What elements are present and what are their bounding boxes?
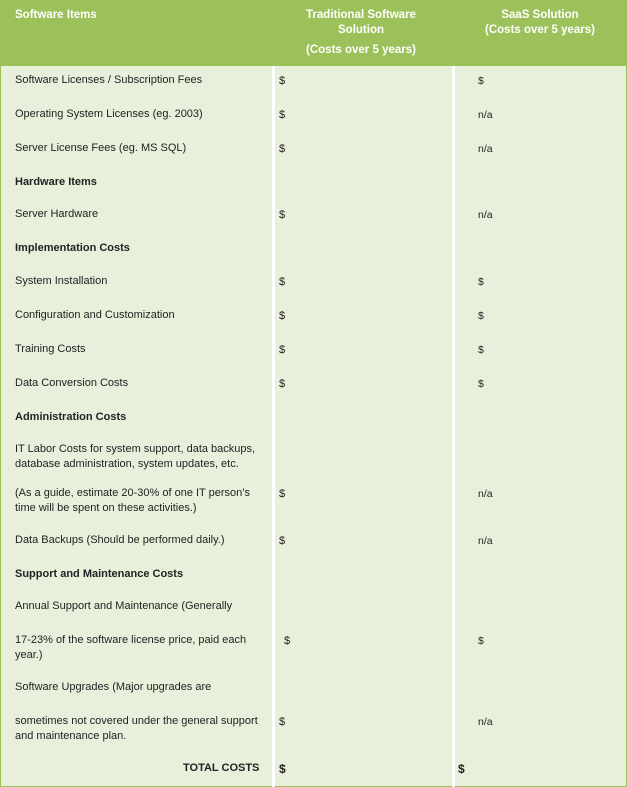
row-label: 17-23% of the software license price, paid each year.) xyxy=(15,634,247,661)
saas-value: n/a xyxy=(478,209,493,221)
section-heading: Hardware Items xyxy=(15,176,97,188)
row-label: Operating System Licenses (eg. 2003) xyxy=(15,108,203,120)
traditional-value: $ xyxy=(279,276,286,288)
traditional-value: $ xyxy=(279,344,286,356)
saas-value: $ xyxy=(478,378,484,390)
row-label: (As a guide, estimate 20-30% of one IT person’s time will be spent on these activities.) xyxy=(15,487,251,514)
section-heading: Administration Costs xyxy=(15,411,127,423)
traditional-value: $ xyxy=(279,310,286,322)
header-software-items: Software Items xyxy=(15,9,97,21)
saas-value: $ xyxy=(478,310,484,322)
row-label: Software Licenses / Subscription Fees xyxy=(15,74,203,86)
traditional-value: $ xyxy=(279,488,286,500)
header-saas xyxy=(476,8,604,38)
header-saas-line2: (Costs over 5 years) xyxy=(485,24,595,36)
section-heading: Implementation Costs xyxy=(15,242,130,254)
row-label: Annual Support and Maintenance (Generally xyxy=(15,600,233,612)
saas-value: n/a xyxy=(478,143,493,155)
saas-value: $ xyxy=(478,344,484,356)
header-traditional xyxy=(296,8,426,38)
header-traditional-sub: (Costs over 5 years) xyxy=(306,44,416,56)
traditional-value: $ xyxy=(279,378,286,390)
row-label: sometimes not covered under the general support and maintenance plan. xyxy=(15,715,258,742)
traditional-value: $ xyxy=(279,75,286,87)
row-label: Server License Fees (eg. MS SQL) xyxy=(15,142,187,154)
column-divider-1 xyxy=(272,66,275,787)
total-label: TOTAL COSTS xyxy=(183,762,260,774)
saas-value: n/a xyxy=(478,109,493,121)
row-label: IT Labor Costs for system support, data backups, database administration, system updates, etc. xyxy=(15,443,256,470)
row-label: Configuration and Customization xyxy=(15,309,175,321)
saas-value: $ xyxy=(478,276,484,288)
column-divider-2 xyxy=(452,66,455,787)
row-label: Server Hardware xyxy=(15,208,99,220)
traditional-value: $ xyxy=(279,209,286,221)
traditional-value: $ xyxy=(279,535,286,547)
saas-value: n/a xyxy=(478,535,493,547)
saas-value: $ xyxy=(478,635,484,647)
traditional-value: $ xyxy=(279,143,286,155)
header-traditional-line1: Traditional Software xyxy=(306,9,416,21)
row-label: Training Costs xyxy=(15,343,86,355)
table-header xyxy=(0,0,627,66)
saas-value: n/a xyxy=(478,488,493,500)
header-traditional-line2: Solution xyxy=(338,24,384,36)
saas-value: n/a xyxy=(478,716,493,728)
section-heading: Support and Maintenance Costs xyxy=(15,568,184,580)
row-label: Data Backups (Should be performed daily.) xyxy=(15,534,225,546)
row-label: Data Conversion Costs xyxy=(15,377,129,389)
traditional-value: $ xyxy=(279,716,286,728)
row-label: Software Upgrades (Major upgrades are xyxy=(15,681,212,693)
left-border xyxy=(0,66,1,787)
total-traditional-value: $ xyxy=(279,762,286,776)
traditional-value: $ xyxy=(284,635,291,647)
total-saas-value: $ xyxy=(458,762,465,776)
header-saas-line1: SaaS Solution xyxy=(501,9,579,21)
saas-value: $ xyxy=(478,75,484,87)
row-label: System Installation xyxy=(15,275,108,287)
traditional-value: $ xyxy=(279,109,286,121)
